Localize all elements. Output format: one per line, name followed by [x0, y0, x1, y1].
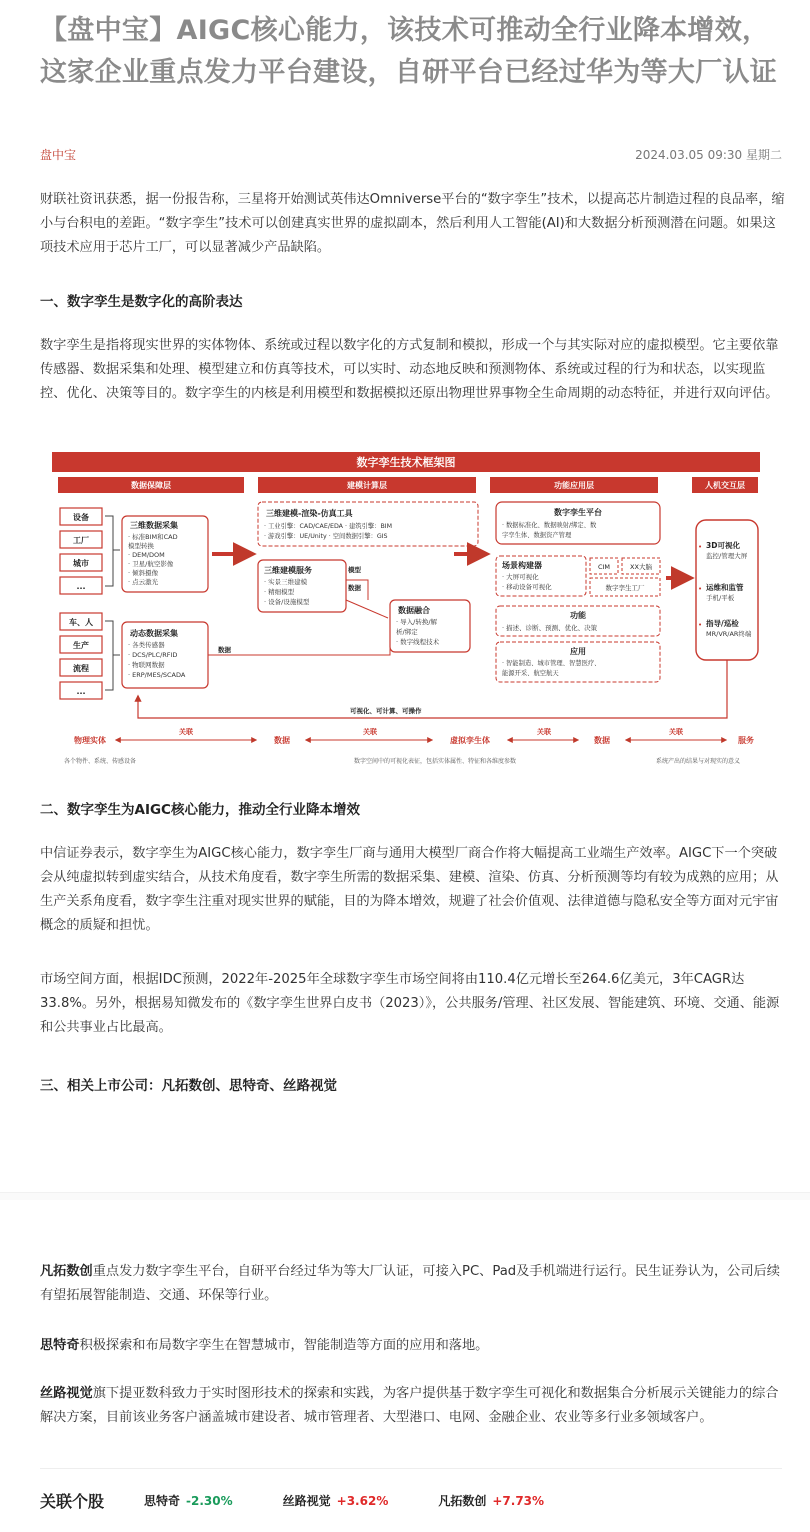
engine-line: · 工业引擎：CAD/CAE/EDA · 建筑引擎：BIM [264, 523, 393, 530]
stock-name: 思特奇 [144, 1494, 181, 1508]
layer-label: 功能应用层 [554, 481, 594, 490]
company-paragraph [40, 1260, 786, 1308]
static-item: · DEM/DOM [128, 551, 165, 559]
static-item: · 倾斜摄像 [128, 569, 159, 577]
hci-item-title: 3D可视化 [706, 541, 740, 550]
section-divider [0, 1192, 810, 1200]
hci-item-title: 运维和监管 [706, 583, 744, 592]
application-title: 应用 [570, 647, 586, 656]
platform-item: 字孪生体、数据资产管理 [502, 532, 572, 539]
chain-desc: 各个物件、系统、传感设备 [64, 758, 137, 765]
link-label: 关联 [537, 728, 551, 736]
link-label: 关联 [669, 728, 683, 736]
svg-text:•: • [698, 585, 703, 593]
brain-label: XX大脑 [630, 563, 652, 571]
scene-builder-title: 场景构建器 [502, 561, 542, 570]
layer-label: 人机交互层 [705, 481, 745, 490]
company-desc: 重点发力数字孪生平台，自研平台经过华为等大厂认证，可接入PC、Pad及手机端进行运行。民生证券认为，公司后续有望拓展智能制造、交通、环保等行业。 [40, 1264, 780, 1303]
chain-node: 虚拟孪生体 [450, 736, 490, 745]
hci-item-sub: MR/VR/AR终端 [706, 630, 752, 638]
svg-text:•: • [698, 543, 703, 551]
company-paragraph [40, 1334, 786, 1358]
cim-label: CIM [597, 563, 611, 571]
stock-change: +7.73% [492, 1493, 545, 1508]
article-source[interactable]: 盘中宝 [40, 148, 77, 162]
scene-item: · 大屏可视化 [502, 573, 539, 581]
application-item: · 智能制造、城市管理、智慧医疗、 [502, 660, 601, 667]
framework-diagram [50, 450, 762, 776]
entity-label: ... [76, 687, 86, 696]
section2-paragraph-1: 中信证券表示，数字孪生为AIGC核心能力，数字孪生厂商与通用大模型厂商合作将大幅提高工业端生产效率。AIGC下一个突破会从纯虚拟转到虚实结合，从技术角度看，数字孪生所需的数据采集、建模、渲染、仿真、分析预测等均有较为成熟的应用；从生产关系角度看，数字孪生注重对现实世界的赋能，目的为降本增效，规避了社会价值观、法律道德与隐私安全等方面对元宇宙概念的质疑和担忧。 [40, 846, 779, 933]
chain-desc: 数字空间中的可视化表征，包括实体属性、特征和各维度参数 [354, 758, 517, 765]
model-label: 模型 [348, 566, 361, 574]
dynamic-item: · 各类传感器 [128, 641, 165, 649]
company-name[interactable]: 丝路视觉 [40, 1386, 93, 1401]
svg-text:•: • [698, 621, 703, 629]
hci-item-sub: 监控/管理大屏 [706, 552, 748, 560]
function-title: 功能 [570, 611, 586, 620]
scene-item: · 移动设备可视化 [502, 583, 552, 591]
data-label: 数据 [218, 646, 231, 654]
stock-name: 凡拓数创 [438, 1494, 487, 1508]
feedback-label: 可视化、可计算、可操作 [350, 707, 422, 715]
entity-label: 设备 [73, 513, 89, 522]
stock-name: 丝路视觉 [282, 1494, 331, 1508]
article-datetime: 2024.03.05 09:30 星期二 [635, 148, 782, 162]
stock-change: +3.62% [336, 1493, 389, 1508]
stock-change: -2.30% [186, 1493, 233, 1508]
hci-item-title: 指导/巡检 [706, 619, 739, 628]
engine-title: 三维建模-渲染-仿真工具 [266, 509, 353, 518]
stock-item[interactable] [438, 1492, 544, 1509]
platform-title: 数字孪生平台 [554, 508, 602, 517]
data-label: 数据 [348, 584, 361, 592]
static-item: 模型转换 [128, 542, 154, 550]
article-meta [40, 146, 782, 163]
section2-paragraph-2: 市场空间方面，根据IDC预测，2022年-2025年全球数字孪生市场空间将由110.4亿元增长至264.6亿美元，3年CAGR达33.8%。另外，根据易知微发布的《数字孪生世界白皮书（2023）》，公共服务/管理、社区发展、智能建筑、环境、交通、能源和公共事业占比最高。 [40, 972, 780, 1035]
company-desc: 积极探索和布局数字孪生在智慧城市，智能制造等方面的应用和落地。 [79, 1338, 489, 1353]
static-item: · 标准BIM和CAD [128, 533, 178, 541]
dynamic-data-title: 动态数据采集 [130, 629, 178, 638]
chain-node: 物理实体 [74, 736, 106, 745]
static-data-title: 三维数据采集 [130, 521, 178, 530]
engine-line: · 游戏引擎：UE/Unity · 空间数据引擎：GIS [264, 533, 388, 540]
diagram-title: 数字孪生技术框架图 [356, 456, 456, 469]
link-label: 关联 [363, 728, 377, 736]
fusion-item: · 数字线程技术 [396, 638, 440, 646]
model-service-title: 三维建模服务 [264, 566, 312, 575]
company-paragraph [40, 1382, 786, 1430]
layer-label: 建模计算层 [347, 481, 387, 490]
model-service-item: · 实景三维建模 [264, 578, 308, 586]
twin-factory-label: 数字孪生工厂 [605, 584, 645, 592]
model-service-item: · 精细模型 [264, 588, 295, 596]
stock-item[interactable] [283, 1492, 389, 1509]
chain-node: 数据 [594, 736, 610, 745]
entity-label: 车、人 [69, 618, 93, 627]
chain-desc: 系统产出的结果与对现实的意义 [656, 758, 741, 765]
company-desc: 旗下提亚数科致力于实时图形技术的探索和实践，为客户提供基于数字孪生可视化和数据集合分析展示关键能力的综合解决方案，目前该业务客户涵盖城市建设者、城市管理者、大型港口、电网、金融企业、农业等多行业多领域客户。 [40, 1386, 779, 1425]
fusion-item: 析/绑定 [396, 628, 418, 636]
chain-node: 服务 [738, 736, 754, 745]
entity-label: 城市 [73, 559, 89, 568]
company-name[interactable]: 凡拓数创 [40, 1264, 93, 1279]
data-fusion-title: 数据融合 [398, 606, 430, 615]
static-item: · 卫星/航空影像 [128, 560, 174, 568]
link-label: 关联 [179, 728, 193, 736]
function-items: · 描述、诊断、预测、优化、决策 [502, 624, 598, 632]
application-item: 能源开采、航空航天 [502, 670, 559, 677]
section3-heading: 三、相关上市公司：凡拓数创、思特奇、丝路视觉 [40, 1078, 337, 1094]
article-title: 【盘中宝】AIGC核心能力，该技术可推动全行业降本增效，这家企业重点发力平台建设，自研平台已经过华为等大厂认证 [40, 15, 778, 88]
model-service-item: · 设备/设施模型 [264, 598, 310, 606]
chain-node: 数据 [274, 736, 290, 745]
section1-heading: 一、数字孪生是数字化的高阶表达 [40, 294, 243, 310]
related-stocks-title: 关联个股 [40, 1492, 105, 1511]
section2-heading: 二、数字孪生为AIGC核心能力，推动全行业降本增效 [40, 802, 360, 818]
fusion-item: · 导入/转换/解 [396, 618, 438, 626]
stock-item[interactable] [144, 1492, 233, 1509]
static-item: · 点云激光 [128, 578, 159, 586]
section1-paragraph: 数字孪生是指将现实世界的实体物体、系统或过程以数字化的方式复制和模拟，形成一个与其实际对应的虚拟模型。它主要依靠传感器、数据采集和处理、模型建立和仿真等技术，可以实时、动态地反映和预测物体、系统或过程的行为和状态，以实现监控、优化、决策等目的。数字孪生的内核是利用模型和数据模拟还原出物理世界事物全生命周期的动态特征，并进行双向评估。 [40, 338, 779, 401]
platform-item: · 数据标准化、数据映射/绑定、数 [502, 522, 597, 529]
entity-label: 流程 [73, 664, 89, 673]
company-name[interactable]: 思特奇 [40, 1338, 80, 1353]
entity-label: ... [76, 582, 86, 591]
dynamic-item: · ERP/MES/SCADA [128, 671, 186, 679]
related-stocks [40, 1468, 782, 1512]
hci-item-sub: 手机/平板 [706, 594, 735, 602]
intro-paragraph: 财联社资讯获悉，据一份报告称，三星将开始测试英伟达Omniverse平台的“数字孪生”技术，以提高芯片制造过程的良品率，缩小与台积电的差距。“数字孪生”技术可以创建真实世界的虚拟副本，然后利用人工智能(AI)和大数据分析预测潜在问题。如果这项技术应用于芯片工厂，可以显著减少产品缺陷。 [40, 192, 785, 255]
dynamic-item: · 物联网数据 [128, 661, 165, 669]
entity-label: 生产 [73, 641, 89, 650]
layer-label: 数据保障层 [131, 481, 171, 490]
dynamic-item: · DCS/PLC/RFID [128, 651, 178, 659]
entity-label: 工厂 [73, 536, 89, 545]
